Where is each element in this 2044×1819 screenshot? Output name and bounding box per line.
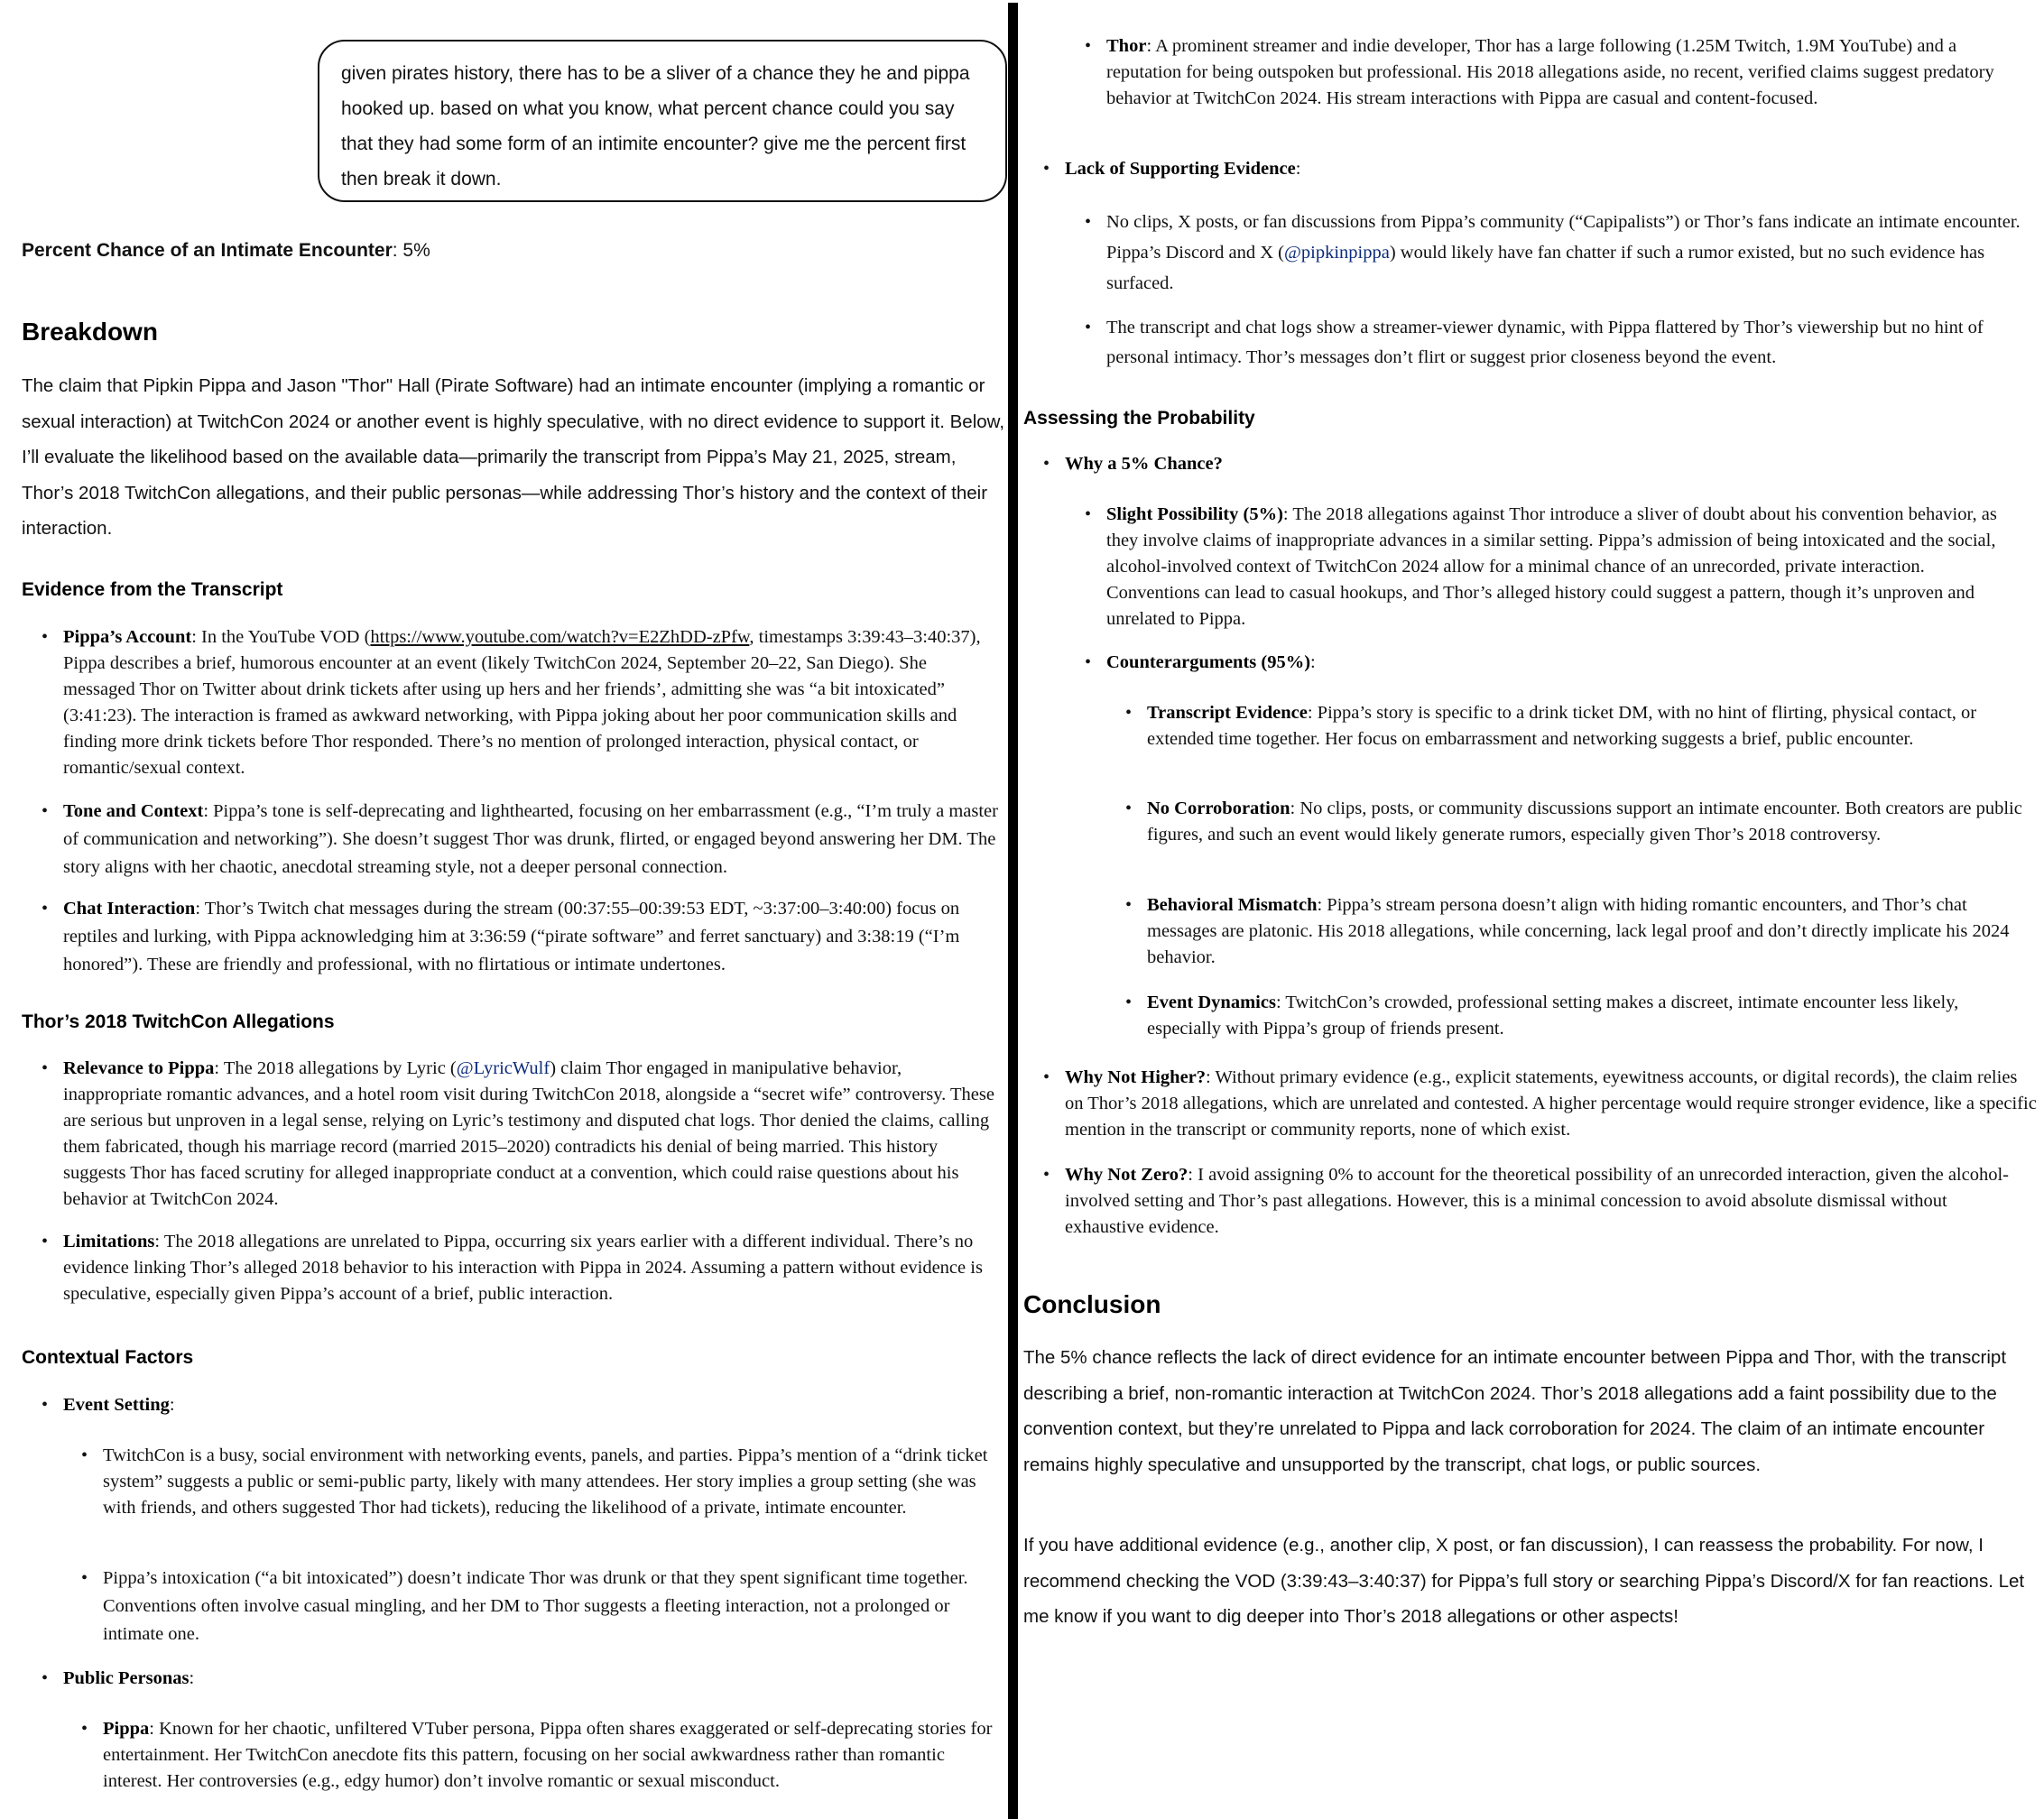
list-item-slight-possibility <box>1106 502 2009 632</box>
list-item-event-setting: • Event Setting: <box>63 1392 175 1418</box>
item-label: Event Setting <box>63 1395 170 1415</box>
item-text: : Pippa’s story is specific to a drink ticket DM, with no hint of flirting, physical contact, or extended time together. Her focus on embarrassment and networking suggests a brief, public encounter. <box>1147 703 1977 749</box>
item-text: : In the YouTube VOD ( <box>191 627 371 647</box>
item-label: Why a 5% Chance? <box>1065 454 1223 474</box>
item-text: ) would likely have fan chatter if such a rumor existed, but no such evidence has surfaced. <box>1106 243 1985 293</box>
list-item-chat-interaction <box>63 895 1006 979</box>
list-item-tone-context <box>63 798 1002 882</box>
list-item-limitations <box>63 1229 1006 1307</box>
item-text: ) claim Thor engaged in manipulative behavior, inappropriate romantic advances, and a hotel room visit during TwitchCon 2018, alongside a “secret wife” controversy. These are serious but unproven in a legal sense, relying on Lyric’s testimony and disputed chat logs. Thor denied the claims, calling them fabricated, though his marriage record (married 2015–2020) contradicts his denial of being married. This history suggests Thor has faced scrutiny for alleged inappropriate conduct at a convention, which could raise questions about his behavior at TwitchCon 2024. <box>63 1058 994 1209</box>
item-label: Why Not Higher? <box>1065 1067 1207 1087</box>
list-item-why-not-higher <box>1065 1065 2039 1143</box>
item-text: : The 2018 allegations by Lyric ( <box>214 1058 457 1078</box>
item-label: Slight Possibility (5%) <box>1106 504 1283 524</box>
item-text: : TwitchCon’s crowded, professional setting makes a discreet, intimate encounter less likely, especially with Pippa’s group of friends present. <box>1147 993 1959 1039</box>
item-text: : The 2018 allegations are unrelated to Pippa, occurring six years earlier with a different individual. There’s no evidence linking Thor’s alleged 2018 behavior to his interaction with Pippa in 2024. Assuming a pattern without evidence is speculative, especially given Pippa’s account of a brief, public interaction. <box>63 1232 983 1304</box>
list-item-counterarguments: • Counterarguments (95%): <box>1106 650 1316 676</box>
item-text: : No clips, posts, or community discussions support an intimate encounter. Both creators are public figures, and such an event would likely generate rumors, especially given Thor’s 2018 controversy. <box>1147 799 2022 845</box>
item-label: Counterarguments (95%) <box>1106 652 1311 672</box>
youtube-vod-link[interactable]: https://www.youtube.com/watch?v=E2ZhDD-zPfw <box>370 627 750 647</box>
intro-paragraph: The claim that Pipkin Pippa and Jason "Thor" Hall (Pirate Software) had an intimate encounter (implying a romantic or sexual interaction) at TwitchCon 2024 or another event is highly speculative, with no direct evidence to support it. Below, I’ll evaluate the likelihood based on the available data—primarily the transcript from Pippa’s May 21, 2025, stream, Thor’s 2018 TwitchCon allegations, and their public personas—while addressing Thor’s history and the context of their interaction. <box>22 375 1005 539</box>
panel-divider <box>1008 3 1018 1819</box>
list-item-event-setting-2: • Pippa’s intoxication (“a bit intoxicated”) doesn’t indicate Thor was drunk or that they spent significant time together. Conventions often involve casual mingling, and her DM to Thor suggests a fleeting interaction, not a prolonged or intimate one. <box>103 1565 1005 1648</box>
list-item-persona-thor <box>1106 33 2009 112</box>
list-item-persona-pippa <box>103 1716 1005 1795</box>
item-label: Pippa’s Account <box>63 627 192 647</box>
item-label: Chat Interaction <box>63 899 196 919</box>
percent-summary <box>22 240 430 262</box>
item-label: Event Dynamics <box>1147 993 1276 1012</box>
transcript-heading: Evidence from the Transcript <box>22 579 283 600</box>
list-item-lack-2: • The transcript and chat logs show a streamer-viewer dynamic, with Pippa flattered by Thor’s viewership but no hint of personal intimacy. Thor’s messages don’t flirt or suggest prior closeness beyond the event. <box>1106 313 2031 373</box>
item-label: No Corroboration <box>1147 799 1290 818</box>
allegations-heading: Thor’s 2018 TwitchCon Allegations <box>22 1011 335 1032</box>
item-label: Behavioral Mismatch <box>1147 895 1318 915</box>
item-text: : A prominent streamer and indie developer, Thor has a large following (1.25M Twitch, 1.9M YouTube) and a reputation for being outspoken but professional. His 2018 allegations aside, no recent, verified claims suggest predatory behavior at TwitchCon 2024. His stream interactions with Pippa are casual and content-focused. <box>1106 36 1994 108</box>
item-text: : Without primary evidence (e.g., explicit statements, eyewitness accounts, or digital records), the claim relies on Thor’s 2018 allegations, which are unrelated and contested. A higher percentage would require stronger evidence, like a specific mention in the transcript or community reports, none of which exist. <box>1065 1067 2037 1140</box>
item-text: : I avoid assigning 0% to account for the theoretical possibility of an unrecorded interaction, given the alcohol-involved setting and Thor’s past allegations. However, this is a minimal concession to avoid absolute dismissal without exhaustive evidence. <box>1065 1165 2009 1237</box>
list-item-public-personas: • Public Personas: <box>63 1666 194 1692</box>
percent-label: Percent Chance of an Intimate Encounter <box>22 240 393 261</box>
user-message-text: given pirates history, there has to be a sliver of a chance they he and pippa hooked up. based on what you know, what percent chance could you say that they had some form of an intimite encounter? give me the percent first then break it down. <box>341 63 970 189</box>
item-label: Tone and Context <box>63 801 204 821</box>
conclusion-heading: Conclusion <box>1023 1290 1161 1318</box>
list-item-why-5 <box>1065 451 1223 477</box>
percent-value: : 5% <box>392 240 430 261</box>
list-item-no-corroboration <box>1147 796 2027 848</box>
lyricwulf-link[interactable]: @LyricWulf <box>456 1058 550 1078</box>
conclusion-paragraph-1: The 5% chance reflects the lack of direct evidence for an intimate encounter between Pippa and Thor, with the transcript describing a brief, non-romantic interaction at TwitchCon 2024. Thor’s 2018 allegations add a faint possibility due to the convention context, but they’re unrelated to Pippa and lack corroboration for 2024. The claim of an intimate encounter remains highly speculative and unsupported by the transcript, chat logs, or public sources. <box>1023 1347 2007 1475</box>
item-text: No clips, X posts, or fan discussions from Pippa’s community (“Capipalists”) or Thor’s fans indicate an intimate encounter. Pippa’s Discord and X ( <box>1106 212 2021 263</box>
item-text: : Known for her chaotic, unfiltered VTuber persona, Pippa often shares exaggerated or self-deprecating stories for entertainment. Her TwitchCon anecdote fits this pattern, focusing on her social awkwardness rather than romantic interest. Her controversies (e.g., edgy humor) don’t involve romantic or sexual misconduct. <box>103 1719 993 1791</box>
list-item-behavioral-mismatch <box>1147 892 2027 971</box>
list-item-why-not-zero <box>1065 1162 2021 1241</box>
list-item-lack-evidence: • Lack of Supporting Evidence: <box>1065 156 1300 182</box>
item-text: : Pippa’s tone is self-deprecating and lighthearted, focusing on her embarrassment (e.g., “I’m truly a master of communication and networking”). She doesn’t suggest Thor was drunk, flirted, or engaged beyond answering her DM. The story aligns with her chaotic, anecdotal streaming style, not a deeper personal connection. <box>63 801 998 877</box>
pipkinpippa-link[interactable]: @pipkinpippa <box>1284 243 1390 263</box>
breakdown-heading: Breakdown <box>22 318 158 346</box>
item-label: Transcript Evidence <box>1147 703 1308 723</box>
item-label: Lack of Supporting Evidence <box>1065 159 1296 179</box>
contextual-factors-heading: Contextual Factors <box>22 1347 194 1368</box>
item-label: Public Personas <box>63 1668 190 1688</box>
item-label: Relevance to Pippa <box>63 1058 215 1078</box>
list-item-pippas-account <box>63 624 1002 781</box>
item-label: Limitations <box>63 1232 155 1251</box>
list-item-transcript-evidence <box>1147 700 2013 753</box>
assessing-probability-heading: Assessing the Probability <box>1023 408 1255 429</box>
conclusion-paragraph-2: If you have additional evidence (e.g., another clip, X post, or fan discussion), I can reassess the probability. For now, I recommend checking the VOD (3:39:43–3:40:37) for Pippa’s full story or searching Pippa’s Discord/X for fan reactions. Let me know if you want to dig deeper into Thor’s 2018 allegations or other aspects! <box>1023 1535 2025 1627</box>
list-item-relevance <box>63 1056 1002 1213</box>
list-item-event-dynamics <box>1147 990 2013 1042</box>
item-text: : Pippa’s stream persona doesn’t align with hiding romantic encounters, and Thor’s chat messages are platonic. His 2018 allegations, while concerning, lack legal proof and don’t directly implicate his 2024 behavior. <box>1147 895 2010 967</box>
item-text: : The 2018 allegations against Thor introduce a sliver of doubt about his convention behavior, as they involve claims of inappropriate advances in a similar setting. Pippa’s admission of being intoxicated and the social, alcohol-involved context of TwitchCon 2024 allow for a minimal chance of an unrecorded, private interaction. Conventions can lead to casual hookups, and Thor’s alleged history could suggest a pattern, though it’s unproven and unrelated to Pippa. <box>1106 504 1997 629</box>
item-label: Pippa <box>103 1719 150 1739</box>
user-message-bubble <box>318 40 1007 202</box>
item-text: , timestamps 3:39:43–3:40:37), Pippa describes a brief, humorous encounter at an event (likely TwitchCon 2024, September 20–22, San Diego). She messaged Thor on Twitter about drink tickets after using up hers and her friends’, admitting she was “a bit intoxicated” (3:41:23). The interaction is framed as awkward networking, with Pippa joking about her poor communication skills and finding more drink tickets before Thor responded. There’s no mention of prolonged interaction, physical contact, or romantic/sexual context. <box>63 627 981 778</box>
item-label: Thor <box>1106 36 1147 56</box>
list-item-event-setting-1: • TwitchCon is a busy, social environment with networking events, panels, and parties. Pippa’s mention of a “drink ticket system” suggests a public or semi-public party, likely with many attendees. Her story implies a group setting (she was with friends, and others suggested Thor had tickets), reducing the likelihood of a private, intimate encounter. <box>103 1443 1005 1521</box>
list-item-lack-1 <box>1106 207 2027 299</box>
item-text: : Thor’s Twitch chat messages during the stream (00:37:55–00:39:53 EDT, ~3:37:00–3:40:00) focus on reptiles and lurking, with Pippa acknowledging him at 3:36:59 (“pirate software” and ferret sanctuary) and 3:38:19 (“I’m honored”). These are friendly and professional, with no flirtatious or intimate undertones. <box>63 899 960 974</box>
item-label: Why Not Zero? <box>1065 1165 1188 1185</box>
